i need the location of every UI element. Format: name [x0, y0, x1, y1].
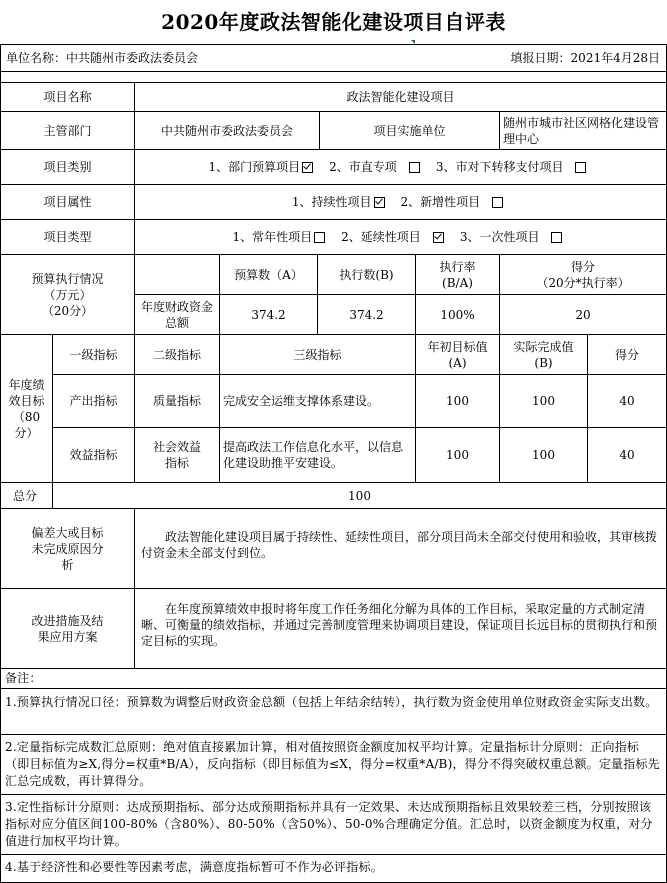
note-4: 4.基于经济性和必要性等因素考虑，满意度指标暂可不作为必评指标。	[0, 855, 667, 883]
form-title: 2020年度政法智能化建设项目自评表	[161, 9, 506, 34]
checkbox-empty-icon[interactable]	[314, 232, 325, 243]
budget-value: 374.2	[220, 295, 318, 335]
dept-label: 主管部门	[0, 112, 135, 150]
category-opt2: 2、市直专项	[329, 160, 397, 174]
note-3: 3.定性指标计分原则：达成预期指标、部分达成预期指标并具有一定效果、未达成预期指标且效果较差三档，分别按照该指标对应分值区间100-80%（含80%）、80-50%（含50%）、50-0%合理确定分值。汇总时，以资金额度为权重，对分值进行加权平均计算。	[0, 795, 667, 855]
perf-header-target-line1: 年初目标值	[427, 339, 488, 354]
category-options	[135, 150, 667, 185]
type-opt1: 1、常年性项目	[232, 230, 313, 244]
note-2: 2.定量指标完成数汇总原则：绝对值直接累加计算，相对值按照资金额度加权平均计算。定量指标计分原则：正向指标（即目标值为≥X,得分=权重*B/A），反向指标（即目标值为≤X，得分=权重*A/B)，得分不得突破权重总额。定量指标先汇总完成数，再计算得分。	[0, 735, 667, 795]
budget-col-score	[500, 255, 667, 295]
dept-value: 中共随州市委政法委员会	[135, 112, 320, 150]
budget-row-label: 年度财政资金总额	[135, 295, 220, 335]
perf-row1-actual: 100	[500, 375, 588, 428]
performance-label: 年度绩效目标（80分）	[0, 335, 53, 483]
deviation-text: 政法智能化建设项目属于持续性、延续性项目，部分项目尚未全部交付使用和验收，其审核拨付资金未全部支付到位。	[135, 509, 667, 589]
score-value: 20	[500, 295, 667, 335]
perf-header-target	[416, 335, 500, 375]
total-label: 总分	[0, 483, 53, 509]
perf-row2-level3: 提高政法工作信息化水平，以信息化建设助推平安建设。	[220, 428, 416, 483]
budget-col-rate-line2: (B/A)	[442, 275, 473, 290]
perf-row1-level3: 完成安全运维支撑体系建设。	[220, 375, 416, 428]
attribute-opt1: 1、持续性项目	[291, 195, 372, 209]
checkbox-checked-icon[interactable]	[433, 232, 444, 243]
perf-header-level1: 一级指标	[53, 335, 135, 375]
checkbox-empty-icon[interactable]	[551, 232, 562, 243]
attribute-options	[135, 185, 667, 220]
perf-row2-level1: 效益指标	[53, 428, 135, 483]
impl-value: 随州市城市社区网格化建设管理中心	[500, 112, 667, 150]
type-label: 项目类型	[0, 220, 135, 255]
type-options	[135, 220, 667, 255]
checkbox-checked-icon[interactable]	[302, 162, 313, 173]
budget-col-exec: 执行数(B)	[318, 255, 416, 295]
note-1: 1.预算执行情况口径：预算数为调整后财政资金总额（包括上年结余结转），执行数为资金使用单位财政资金实际支出数。	[0, 689, 667, 735]
budget-label-line3: （20分）	[41, 303, 94, 318]
perf-header-actual	[500, 335, 588, 375]
budget-blank-header	[135, 255, 220, 295]
deviation-label: 偏差大或目标未完成原因分析	[0, 509, 135, 589]
category-opt1: 1、部门预算项目	[208, 160, 301, 174]
perf-row2-level2: 社会效益指标	[135, 428, 220, 483]
type-opt3: 3、一次性项目	[459, 230, 540, 244]
checkbox-empty-icon[interactable]	[409, 162, 420, 173]
improvement-text: 在年度预算绩效申报时将年度工作任务细化分解为具体的工作目标，采取定量的方式制定清晰、可衡量的绩效指标，并通过完善制度管理来协调项目建设，保证项目长远目标的贯彻执行和预定目标的实现。	[135, 589, 667, 669]
category-opt3: 3、市对下转移支付项目	[435, 160, 564, 174]
perf-header-level2: 二级指标	[135, 335, 220, 375]
total-value: 100	[53, 483, 667, 509]
budget-col-score-line2: （20分*执行率）	[536, 275, 630, 290]
perf-row1-level1: 产出指标	[53, 375, 135, 428]
project-name-label: 项目名称	[0, 82, 135, 112]
perf-header-actual-line1: 实际完成值	[513, 339, 574, 354]
unit-name: 单位名称：中共随州市委政法委员会	[6, 51, 199, 65]
perf-row1-target: 100	[416, 375, 500, 428]
perf-row2-target: 100	[416, 428, 500, 483]
budget-label-line2: （万元）	[43, 287, 92, 302]
budget-col-score-line1: 得分	[570, 259, 595, 274]
budget-col-rate-line1: 执行率	[439, 259, 476, 274]
notes-heading: 备注：	[0, 669, 667, 689]
budget-label	[0, 255, 135, 335]
budget-col-rate	[416, 255, 500, 295]
perf-header-level3: 三级指标	[220, 335, 416, 375]
rate-value: 100%	[416, 295, 500, 335]
budget-label-line1: 预算执行情况	[31, 271, 104, 286]
perf-header-score: 得分	[588, 335, 667, 375]
perf-row2-actual: 100	[500, 428, 588, 483]
fill-date: 填报日期：2021年4月28日	[510, 51, 660, 65]
category-label: 项目类别	[0, 150, 135, 185]
exec-value: 374.2	[318, 295, 416, 335]
project-name-value: 政法智能化建设项目	[135, 82, 667, 112]
perf-row1-score: 40	[588, 375, 667, 428]
perf-row2-score: 40	[588, 428, 667, 483]
checkbox-empty-icon[interactable]	[575, 162, 586, 173]
perf-header-target-line2: (A)	[448, 355, 467, 370]
attribute-label: 项目属性	[0, 185, 135, 220]
checkbox-checked-icon[interactable]	[374, 197, 385, 208]
checkbox-empty-icon[interactable]	[492, 197, 503, 208]
type-opt2: 2、延续性项目	[341, 230, 421, 244]
budget-col-budget: 预算数（A）	[220, 255, 318, 295]
attribute-opt2: 2、新增性项目	[400, 195, 481, 209]
improvement-label: 改进措施及结果应用方案	[0, 589, 135, 669]
perf-row1-level2: 质量指标	[135, 375, 220, 428]
impl-label: 项目实施单位	[320, 112, 500, 150]
perf-header-actual-line2: (B)	[534, 355, 553, 370]
